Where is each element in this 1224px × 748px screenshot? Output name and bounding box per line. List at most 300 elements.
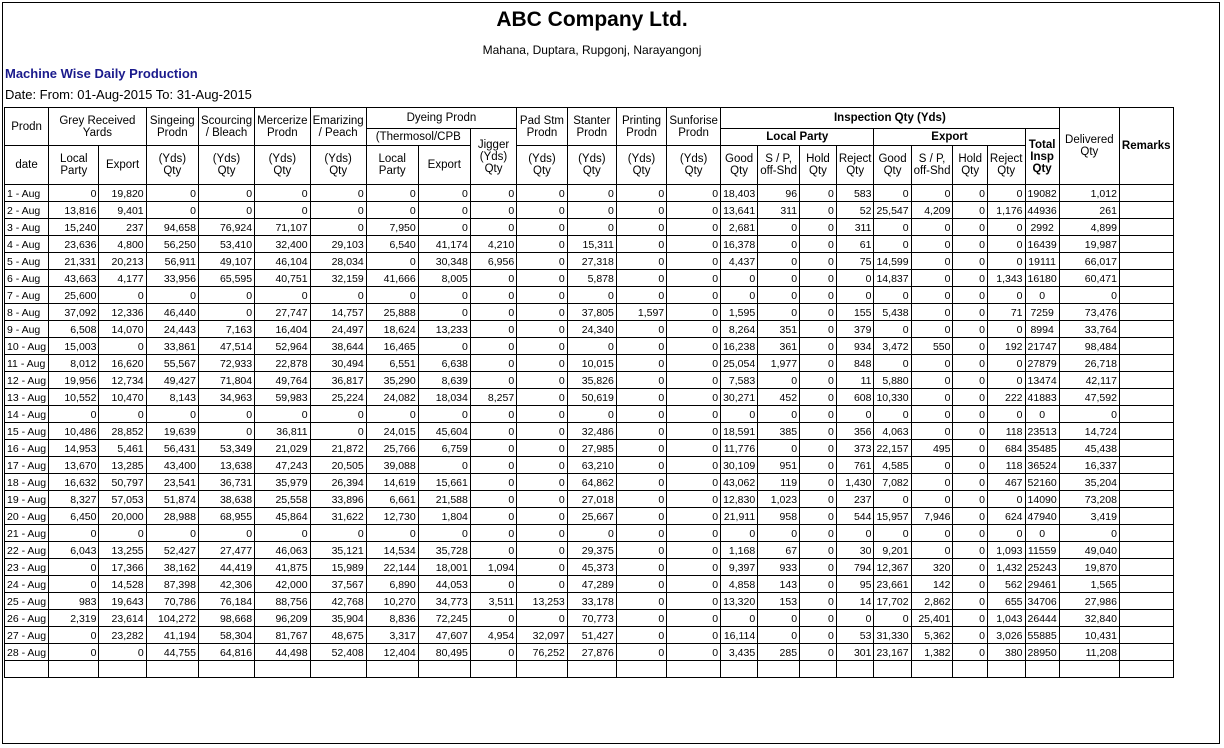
emarizing-cell: 20,505: [310, 457, 366, 474]
local-hold-cell: 0: [800, 423, 837, 440]
export-good-cell: 0: [874, 236, 911, 253]
export-hold-cell: 0: [953, 389, 987, 406]
export-hold-cell: 0: [953, 355, 987, 372]
singeing-cell: 23,541: [146, 474, 198, 491]
inspection-header: Inspection Qty (Yds): [721, 108, 1060, 129]
table-row: [5, 287, 1224, 304]
local-reject-cell: 11: [836, 372, 874, 389]
sunforise-cell: 0: [667, 389, 721, 406]
emarizing-cell: 0: [310, 202, 366, 219]
stanter-cell: 27,318: [567, 253, 616, 270]
jigger-header: Jigger (Yds) Qty: [470, 129, 516, 185]
export-hold-cell: 0: [953, 202, 987, 219]
grey-local-cell: 25,600: [49, 287, 99, 304]
remarks-cell: [1119, 542, 1173, 559]
jigger-cell: 0: [470, 423, 516, 440]
dyeing-local-cell: 0: [366, 406, 418, 423]
local-hold-cell: 0: [800, 338, 837, 355]
export-good-cell: 23,661: [874, 576, 911, 593]
singeing-cell: 56,250: [146, 236, 198, 253]
local-sp-cell: 96: [758, 185, 800, 202]
pad-stm-cell: 0: [517, 287, 568, 304]
emarizing-cell: 24,497: [310, 321, 366, 338]
export-reject-cell: 562: [987, 576, 1025, 593]
local-sp-cell: 1,977: [758, 355, 800, 372]
export-hold-cell: 0: [953, 287, 987, 304]
sunforise-cell: 0: [667, 423, 721, 440]
local-reject-cell: 544: [836, 508, 874, 525]
pad-stm-cell: 0: [517, 270, 568, 287]
export-good-cell: 17,702: [874, 593, 911, 610]
delivered-cell: 33,764: [1059, 321, 1119, 338]
local-hold-cell: 0: [800, 440, 837, 457]
export-reject-cell: 1,093: [987, 542, 1025, 559]
export-reject-cell: 0: [987, 253, 1025, 270]
local-good-cell: 0: [721, 525, 758, 542]
export-sp-cell: 0: [911, 372, 953, 389]
export-hold-cell: 0: [953, 372, 987, 389]
emarizing-cell: 37,567: [310, 576, 366, 593]
export-hold-cell: 0: [953, 185, 987, 202]
jigger-cell: 0: [470, 270, 516, 287]
local-hold-cell: 0: [800, 304, 837, 321]
local-sp-cell: 0: [758, 236, 800, 253]
delivered-cell: 1,012: [1059, 185, 1119, 202]
table-row: [5, 593, 1224, 610]
mercerize-cell: 44,498: [255, 644, 310, 661]
pad-stm-cell: 0: [517, 508, 568, 525]
printing-cell: 0: [616, 525, 666, 542]
dyeing-local-cell: 14,619: [366, 474, 418, 491]
table-row: [5, 576, 1224, 593]
blank-cell: [758, 661, 800, 678]
export-sp-cell: 0: [911, 287, 953, 304]
mercerize-cell: 35,979: [255, 474, 310, 491]
scourcing-cell: 68,955: [198, 508, 254, 525]
sunforise-cell: 0: [667, 372, 721, 389]
jigger-cell: 0: [470, 610, 516, 627]
remarks-cell: [1119, 440, 1173, 457]
blank-cell: [198, 661, 254, 678]
emarizing-cell: 29,103: [310, 236, 366, 253]
scourcing-unit: (Yds) Qty: [198, 146, 254, 185]
grey-export-cell: 19,820: [99, 185, 146, 202]
singeing-cell: 33,861: [146, 338, 198, 355]
grey-local-cell: 0: [49, 559, 99, 576]
printing-cell: 0: [616, 491, 666, 508]
prodn-date-cell: 21 - Aug: [5, 525, 49, 542]
mercerize-cell: 0: [255, 406, 310, 423]
table-row: [5, 542, 1224, 559]
local-sp-cell: 0: [758, 304, 800, 321]
export-hold-cell: 0: [953, 440, 987, 457]
total-insp-cell: 52160: [1025, 474, 1059, 491]
grey-local-header: Local Party: [49, 146, 99, 185]
table-row: [5, 202, 1224, 219]
dyeing-local-cell: 25,766: [366, 440, 418, 457]
delivered-cell: 73,476: [1059, 304, 1119, 321]
prodn-date-cell: 7 - Aug: [5, 287, 49, 304]
export-reject-cell: 0: [987, 287, 1025, 304]
printing-cell: 0: [616, 474, 666, 491]
stanter-cell: 27,876: [567, 644, 616, 661]
stanter-cell: 5,878: [567, 270, 616, 287]
sunforise-cell: 0: [667, 406, 721, 423]
blank-cell: [567, 661, 616, 678]
blank-cell: [1025, 661, 1059, 678]
export-good-cell: 25,547: [874, 202, 911, 219]
table-row: [5, 372, 1224, 389]
singeing-cell: 0: [146, 202, 198, 219]
sunforise-cell: 0: [667, 627, 721, 644]
prodn-date-cell: 23 - Aug: [5, 559, 49, 576]
mercerize-header: Mercerize Prodn: [255, 108, 310, 146]
blank-cell: [721, 661, 758, 678]
remarks-cell: [1119, 406, 1173, 423]
grey-export-cell: 0: [99, 287, 146, 304]
dyeing-local-cell: 6,551: [366, 355, 418, 372]
prodn-date-cell: 19 - Aug: [5, 491, 49, 508]
delivered-cell: 0: [1059, 406, 1119, 423]
export-hold-cell: 0: [953, 253, 987, 270]
sunforise-cell: 0: [667, 559, 721, 576]
dyeing-local-cell: 8,836: [366, 610, 418, 627]
table-row: [5, 423, 1224, 440]
dyeing-local-cell: 39,088: [366, 457, 418, 474]
printing-cell: 1,597: [616, 304, 666, 321]
grey-local-cell: 15,240: [49, 219, 99, 236]
emarizing-cell: 26,394: [310, 474, 366, 491]
local-hold-cell: 0: [800, 627, 837, 644]
local-good-header: Good Qty: [721, 146, 758, 185]
export-hold-header: Hold Qty: [953, 146, 987, 185]
export-hold-cell: 0: [953, 576, 987, 593]
prodn-date-cell: 11 - Aug: [5, 355, 49, 372]
emarizing-cell: 14,757: [310, 304, 366, 321]
local-reject-cell: 583: [836, 185, 874, 202]
grey-local-cell: 2,319: [49, 610, 99, 627]
mercerize-cell: 0: [255, 185, 310, 202]
export-reject-cell: 1,343: [987, 270, 1025, 287]
sunforise-cell: 0: [667, 355, 721, 372]
export-reject-cell: 192: [987, 338, 1025, 355]
local-good-cell: 0: [721, 406, 758, 423]
export-reject-cell: 0: [987, 372, 1025, 389]
singeing-cell: 104,272: [146, 610, 198, 627]
total-insp-cell: 0: [1025, 525, 1059, 542]
grey-local-cell: 43,663: [49, 270, 99, 287]
local-good-cell: 13,641: [721, 202, 758, 219]
scourcing-cell: 13,638: [198, 457, 254, 474]
mercerize-unit: (Yds) Qty: [255, 146, 310, 185]
singeing-cell: 0: [146, 185, 198, 202]
dyeing-local-cell: 6,540: [366, 236, 418, 253]
export-reject-cell: 655: [987, 593, 1025, 610]
printing-cell: 0: [616, 355, 666, 372]
emarizing-cell: 0: [310, 287, 366, 304]
export-sp-cell: 2,862: [911, 593, 953, 610]
grey-local-cell: 37,092: [49, 304, 99, 321]
singeing-cell: 49,427: [146, 372, 198, 389]
dyeing-export-cell: 41,174: [418, 236, 470, 253]
export-reject-cell: 380: [987, 644, 1025, 661]
prodn-date-cell: 17 - Aug: [5, 457, 49, 474]
pad-stm-cell: 0: [517, 525, 568, 542]
local-good-cell: 18,403: [721, 185, 758, 202]
export-sp-cell: 0: [911, 219, 953, 236]
singeing-cell: 28,988: [146, 508, 198, 525]
stanter-cell: 0: [567, 287, 616, 304]
grey-export-cell: 20,000: [99, 508, 146, 525]
local-sp-cell: 452: [758, 389, 800, 406]
jigger-cell: 4,210: [470, 236, 516, 253]
pad-stm-cell: 0: [517, 304, 568, 321]
export-reject-cell: 0: [987, 185, 1025, 202]
scourcing-cell: 0: [198, 406, 254, 423]
local-sp-cell: 361: [758, 338, 800, 355]
local-reject-cell: 934: [836, 338, 874, 355]
table-row: [5, 457, 1224, 474]
prodn-date-cell: 9 - Aug: [5, 321, 49, 338]
export-sp-cell: 0: [911, 185, 953, 202]
delivered-cell: 19,870: [1059, 559, 1119, 576]
export-sp-cell: 0: [911, 542, 953, 559]
local-hold-cell: 0: [800, 457, 837, 474]
printing-cell: 0: [616, 338, 666, 355]
jigger-cell: 0: [470, 185, 516, 202]
remarks-cell: [1119, 219, 1173, 236]
remarks-cell: [1119, 593, 1173, 610]
local-reject-cell: 301: [836, 644, 874, 661]
table-row: [5, 559, 1224, 576]
export-good-cell: 0: [874, 406, 911, 423]
stanter-cell: 37,805: [567, 304, 616, 321]
prodn-date-cell: 1 - Aug: [5, 185, 49, 202]
local-hold-cell: 0: [800, 406, 837, 423]
export-sp-cell: 550: [911, 338, 953, 355]
emarizing-cell: 33,896: [310, 491, 366, 508]
scourcing-cell: 72,933: [198, 355, 254, 372]
export-reject-cell: 0: [987, 525, 1025, 542]
blank-cell: [366, 661, 418, 678]
local-hold-cell: 0: [800, 542, 837, 559]
export-hold-cell: 0: [953, 610, 987, 627]
delivered-cell: 42,117: [1059, 372, 1119, 389]
delivered-cell: 35,204: [1059, 474, 1119, 491]
remarks-cell: [1119, 474, 1173, 491]
export-hold-cell: 0: [953, 525, 987, 542]
export-reject-cell: 0: [987, 236, 1025, 253]
pad-stm-cell: 0: [517, 389, 568, 406]
local-reject-cell: 0: [836, 525, 874, 542]
stanter-cell: 64,862: [567, 474, 616, 491]
prodn-date-cell: 13 - Aug: [5, 389, 49, 406]
scourcing-cell: 53,410: [198, 236, 254, 253]
scourcing-cell: 44,419: [198, 559, 254, 576]
singeing-cell: 44,755: [146, 644, 198, 661]
grey-local-cell: 6,450: [49, 508, 99, 525]
local-sp-cell: 0: [758, 440, 800, 457]
export-group-header: Export: [874, 129, 1025, 146]
table-row: [5, 610, 1224, 627]
delivered-cell: 73,208: [1059, 491, 1119, 508]
singeing-unit: (Yds) Qty: [146, 146, 198, 185]
local-sp-cell: 385: [758, 423, 800, 440]
remarks-cell: [1119, 321, 1173, 338]
printing-cell: 0: [616, 185, 666, 202]
export-reject-cell: 118: [987, 423, 1025, 440]
prodn-date-cell: 12 - Aug: [5, 372, 49, 389]
export-sp-cell: 0: [911, 389, 953, 406]
grey-export-cell: 0: [99, 338, 146, 355]
prodn-date-cell: 26 - Aug: [5, 610, 49, 627]
blank-cell: [874, 661, 911, 678]
stanter-cell: 45,373: [567, 559, 616, 576]
singeing-cell: 41,194: [146, 627, 198, 644]
singeing-cell: 19,639: [146, 423, 198, 440]
export-sp-cell: 7,946: [911, 508, 953, 525]
date-range: Date: From: 01-Aug-2015 To: 31-Aug-2015: [5, 87, 252, 102]
delivered-cell: 1,565: [1059, 576, 1119, 593]
total-insp-header: Total Insp Qty: [1025, 129, 1059, 185]
blank-cell: [49, 661, 99, 678]
delivered-cell: 45,438: [1059, 440, 1119, 457]
grey-local-cell: 13,816: [49, 202, 99, 219]
local-reject-cell: 0: [836, 287, 874, 304]
scourcing-cell: 0: [198, 287, 254, 304]
table-row: [5, 185, 1224, 202]
export-sp-cell: 495: [911, 440, 953, 457]
local-good-cell: 0: [721, 610, 758, 627]
local-hold-cell: 0: [800, 202, 837, 219]
dyeing-local-cell: 12,404: [366, 644, 418, 661]
jigger-cell: 0: [470, 440, 516, 457]
grey-export-cell: 5,461: [99, 440, 146, 457]
export-good-cell: 14,599: [874, 253, 911, 270]
blank-cell: [310, 661, 366, 678]
dyeing-local-cell: 24,082: [366, 389, 418, 406]
local-reject-cell: 1,430: [836, 474, 874, 491]
dyeing-export-cell: 0: [418, 525, 470, 542]
printing-cell: 0: [616, 644, 666, 661]
total-insp-cell: 55885: [1025, 627, 1059, 644]
prodn-date-cell: 10 - Aug: [5, 338, 49, 355]
blank-row: [5, 661, 1224, 678]
grey-local-cell: 0: [49, 525, 99, 542]
local-reject-cell: 794: [836, 559, 874, 576]
dyeing-local-header: Local Party: [366, 146, 418, 185]
local-good-cell: 9,397: [721, 559, 758, 576]
mercerize-cell: 0: [255, 525, 310, 542]
total-insp-cell: 2992: [1025, 219, 1059, 236]
local-sp-cell: 0: [758, 610, 800, 627]
total-insp-cell: 16439: [1025, 236, 1059, 253]
blank-cell: [667, 661, 721, 678]
singeing-cell: 56,431: [146, 440, 198, 457]
grey-export-cell: 23,614: [99, 610, 146, 627]
local-hold-cell: 0: [800, 389, 837, 406]
scourcing-cell: 76,184: [198, 593, 254, 610]
dyeing-export-cell: 21,588: [418, 491, 470, 508]
pad-stm-cell: 13,253: [517, 593, 568, 610]
export-sp-cell: 142: [911, 576, 953, 593]
prodn-date-cell: 14 - Aug: [5, 406, 49, 423]
local-reject-cell: 848: [836, 355, 874, 372]
prodn-date-cell: 5 - Aug: [5, 253, 49, 270]
export-hold-cell: 0: [953, 457, 987, 474]
local-sp-cell: 0: [758, 253, 800, 270]
local-reject-cell: 608: [836, 389, 874, 406]
dyeing-local-cell: 35,290: [366, 372, 418, 389]
prodn-date-cell: 18 - Aug: [5, 474, 49, 491]
export-reject-cell: 118: [987, 457, 1025, 474]
jigger-cell: 0: [470, 219, 516, 236]
total-insp-cell: 13474: [1025, 372, 1059, 389]
total-insp-cell: 23513: [1025, 423, 1059, 440]
blank-cell: [146, 661, 198, 678]
printing-cell: 0: [616, 389, 666, 406]
stanter-cell: 10,015: [567, 355, 616, 372]
printing-cell: 0: [616, 576, 666, 593]
local-good-cell: 16,238: [721, 338, 758, 355]
stanter-cell: 29,375: [567, 542, 616, 559]
pad-stm-cell: 0: [517, 321, 568, 338]
dyeing-local-cell: 24,015: [366, 423, 418, 440]
dyeing-local-cell: 10,270: [366, 593, 418, 610]
local-hold-cell: 0: [800, 236, 837, 253]
grey-export-cell: 28,852: [99, 423, 146, 440]
local-reject-cell: 379: [836, 321, 874, 338]
pad-stm-cell: 0: [517, 219, 568, 236]
jigger-cell: 4,954: [470, 627, 516, 644]
export-sp-cell: 0: [911, 406, 953, 423]
export-sp-cell: 0: [911, 457, 953, 474]
total-insp-cell: 35485: [1025, 440, 1059, 457]
pad-stm-header: Pad Stm Prodn: [517, 108, 568, 146]
scourcing-cell: 58,304: [198, 627, 254, 644]
dyeing-export-cell: 15,661: [418, 474, 470, 491]
export-sp-cell: 0: [911, 270, 953, 287]
local-sp-cell: 153: [758, 593, 800, 610]
scourcing-cell: 38,638: [198, 491, 254, 508]
blank-cell: [1119, 661, 1173, 678]
singeing-cell: 70,786: [146, 593, 198, 610]
grey-local-cell: 23,636: [49, 236, 99, 253]
local-hold-cell: 0: [800, 610, 837, 627]
export-hold-cell: 0: [953, 304, 987, 321]
mercerize-cell: 40,751: [255, 270, 310, 287]
total-insp-cell: 7259: [1025, 304, 1059, 321]
mercerize-cell: 45,864: [255, 508, 310, 525]
pad-stm-cell: 32,097: [517, 627, 568, 644]
grey-local-cell: 0: [49, 185, 99, 202]
mercerize-cell: 22,878: [255, 355, 310, 372]
grey-received-header: Grey Received Yards: [49, 108, 147, 146]
sunforise-cell: 0: [667, 185, 721, 202]
printing-cell: 0: [616, 253, 666, 270]
table-row: [5, 389, 1224, 406]
singeing-cell: 56,911: [146, 253, 198, 270]
prodn-date-cell: 6 - Aug: [5, 270, 49, 287]
delivered-cell: 16,337: [1059, 457, 1119, 474]
grey-export-cell: 14,070: [99, 321, 146, 338]
local-good-cell: 43,062: [721, 474, 758, 491]
local-sp-cell: 143: [758, 576, 800, 593]
stanter-cell: 33,178: [567, 593, 616, 610]
scourcing-cell: 53,349: [198, 440, 254, 457]
delivered-cell: 11,208: [1059, 644, 1119, 661]
mercerize-cell: 46,104: [255, 253, 310, 270]
